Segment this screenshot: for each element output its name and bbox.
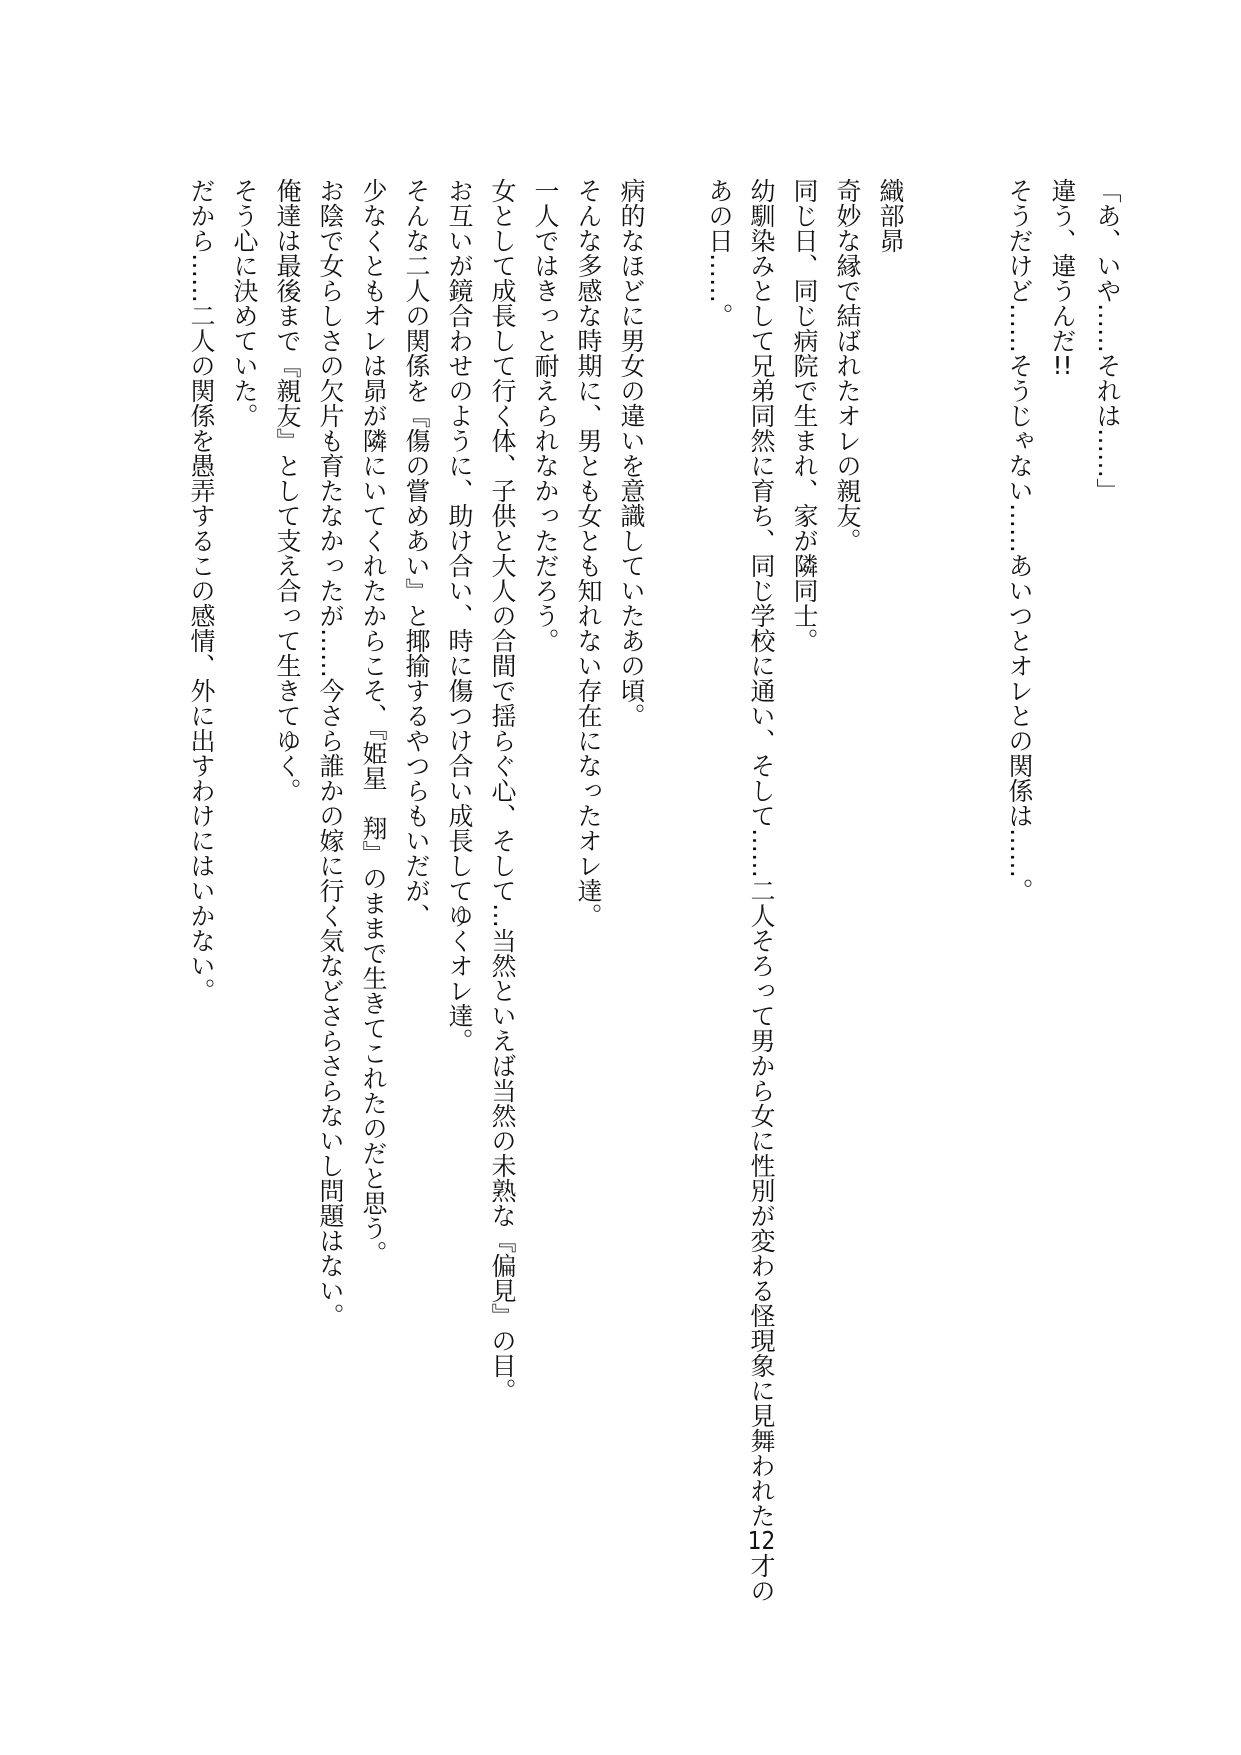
age-number: 12 (747, 1528, 776, 1553)
text-segment: 幼馴染みとして兄弟同然に育ち、同じ学校に通い、そして……二人そろって男から女に性別が変わる怪現象に見舞われた (747, 178, 776, 1528)
text-column-8: あの日……。 (705, 178, 734, 328)
text-column-12: 女として成長して行く体、子供と大人の合間で揺らぐ心、そして…当然といえば当然の未熟な『偏見』の目。 (488, 178, 517, 1403)
text-column-9: 病的なほどに男女の違いを意識していたあの頃。 (617, 178, 646, 728)
text-column-6: 同じ日、同じ病院で生まれ、家が隣同士。 (790, 178, 819, 653)
text-column-2 (1047, 178, 1077, 1598)
text-column-11: 一人ではきっと耐えられなかっただろう。 (531, 178, 560, 653)
text-column-3: そうだけど……そうじゃない……あいつとオレとの関係は……。 (1005, 178, 1034, 903)
text-column-10: そんな多感な時期に、男とも女とも知れない存在になったオレ達。 (574, 178, 603, 928)
text-column-19: だから……二人の関係を愚弄するこの感情、外に出すわけにはいかない。 (187, 178, 216, 1003)
text-column-1: 「あ、いや……それは……」 (1093, 178, 1122, 503)
text-column-13: お互いが鏡合わせのように、助け合い、時に傷つけ合い成長してゆくオレ達。 (445, 178, 474, 1053)
text-column-7 (746, 178, 776, 1603)
text-column-name: 織部昴 (876, 178, 905, 253)
text-segment: 違う、違うんだ (1048, 178, 1077, 353)
text-column-17: 俺達は最後まで『親友』として支え合って生きてゆく。 (273, 178, 302, 803)
text-column-14: そんな二人の関係を『傷の嘗めあい』と揶揄するやつらもいだが、 (402, 178, 431, 928)
text-column-15: 少なくともオレは昴が隣にいてくれたからこそ、『姫星 翔』のままで生きてこれたのだと思う。 (359, 178, 388, 1266)
text-segment: 才の (747, 1553, 776, 1603)
text-column-18: そう心に決めていた。 (230, 178, 259, 428)
text-column-5: 奇妙な縁で結ばれたオレの親友。 (833, 178, 862, 553)
text-column-16: お陰で女らしさの欠片も育たなかったが……今さら誰かの嫁に行く気などさらさらないし問題はない。 (316, 178, 345, 1328)
exclamation-marks: !! (1052, 353, 1073, 378)
